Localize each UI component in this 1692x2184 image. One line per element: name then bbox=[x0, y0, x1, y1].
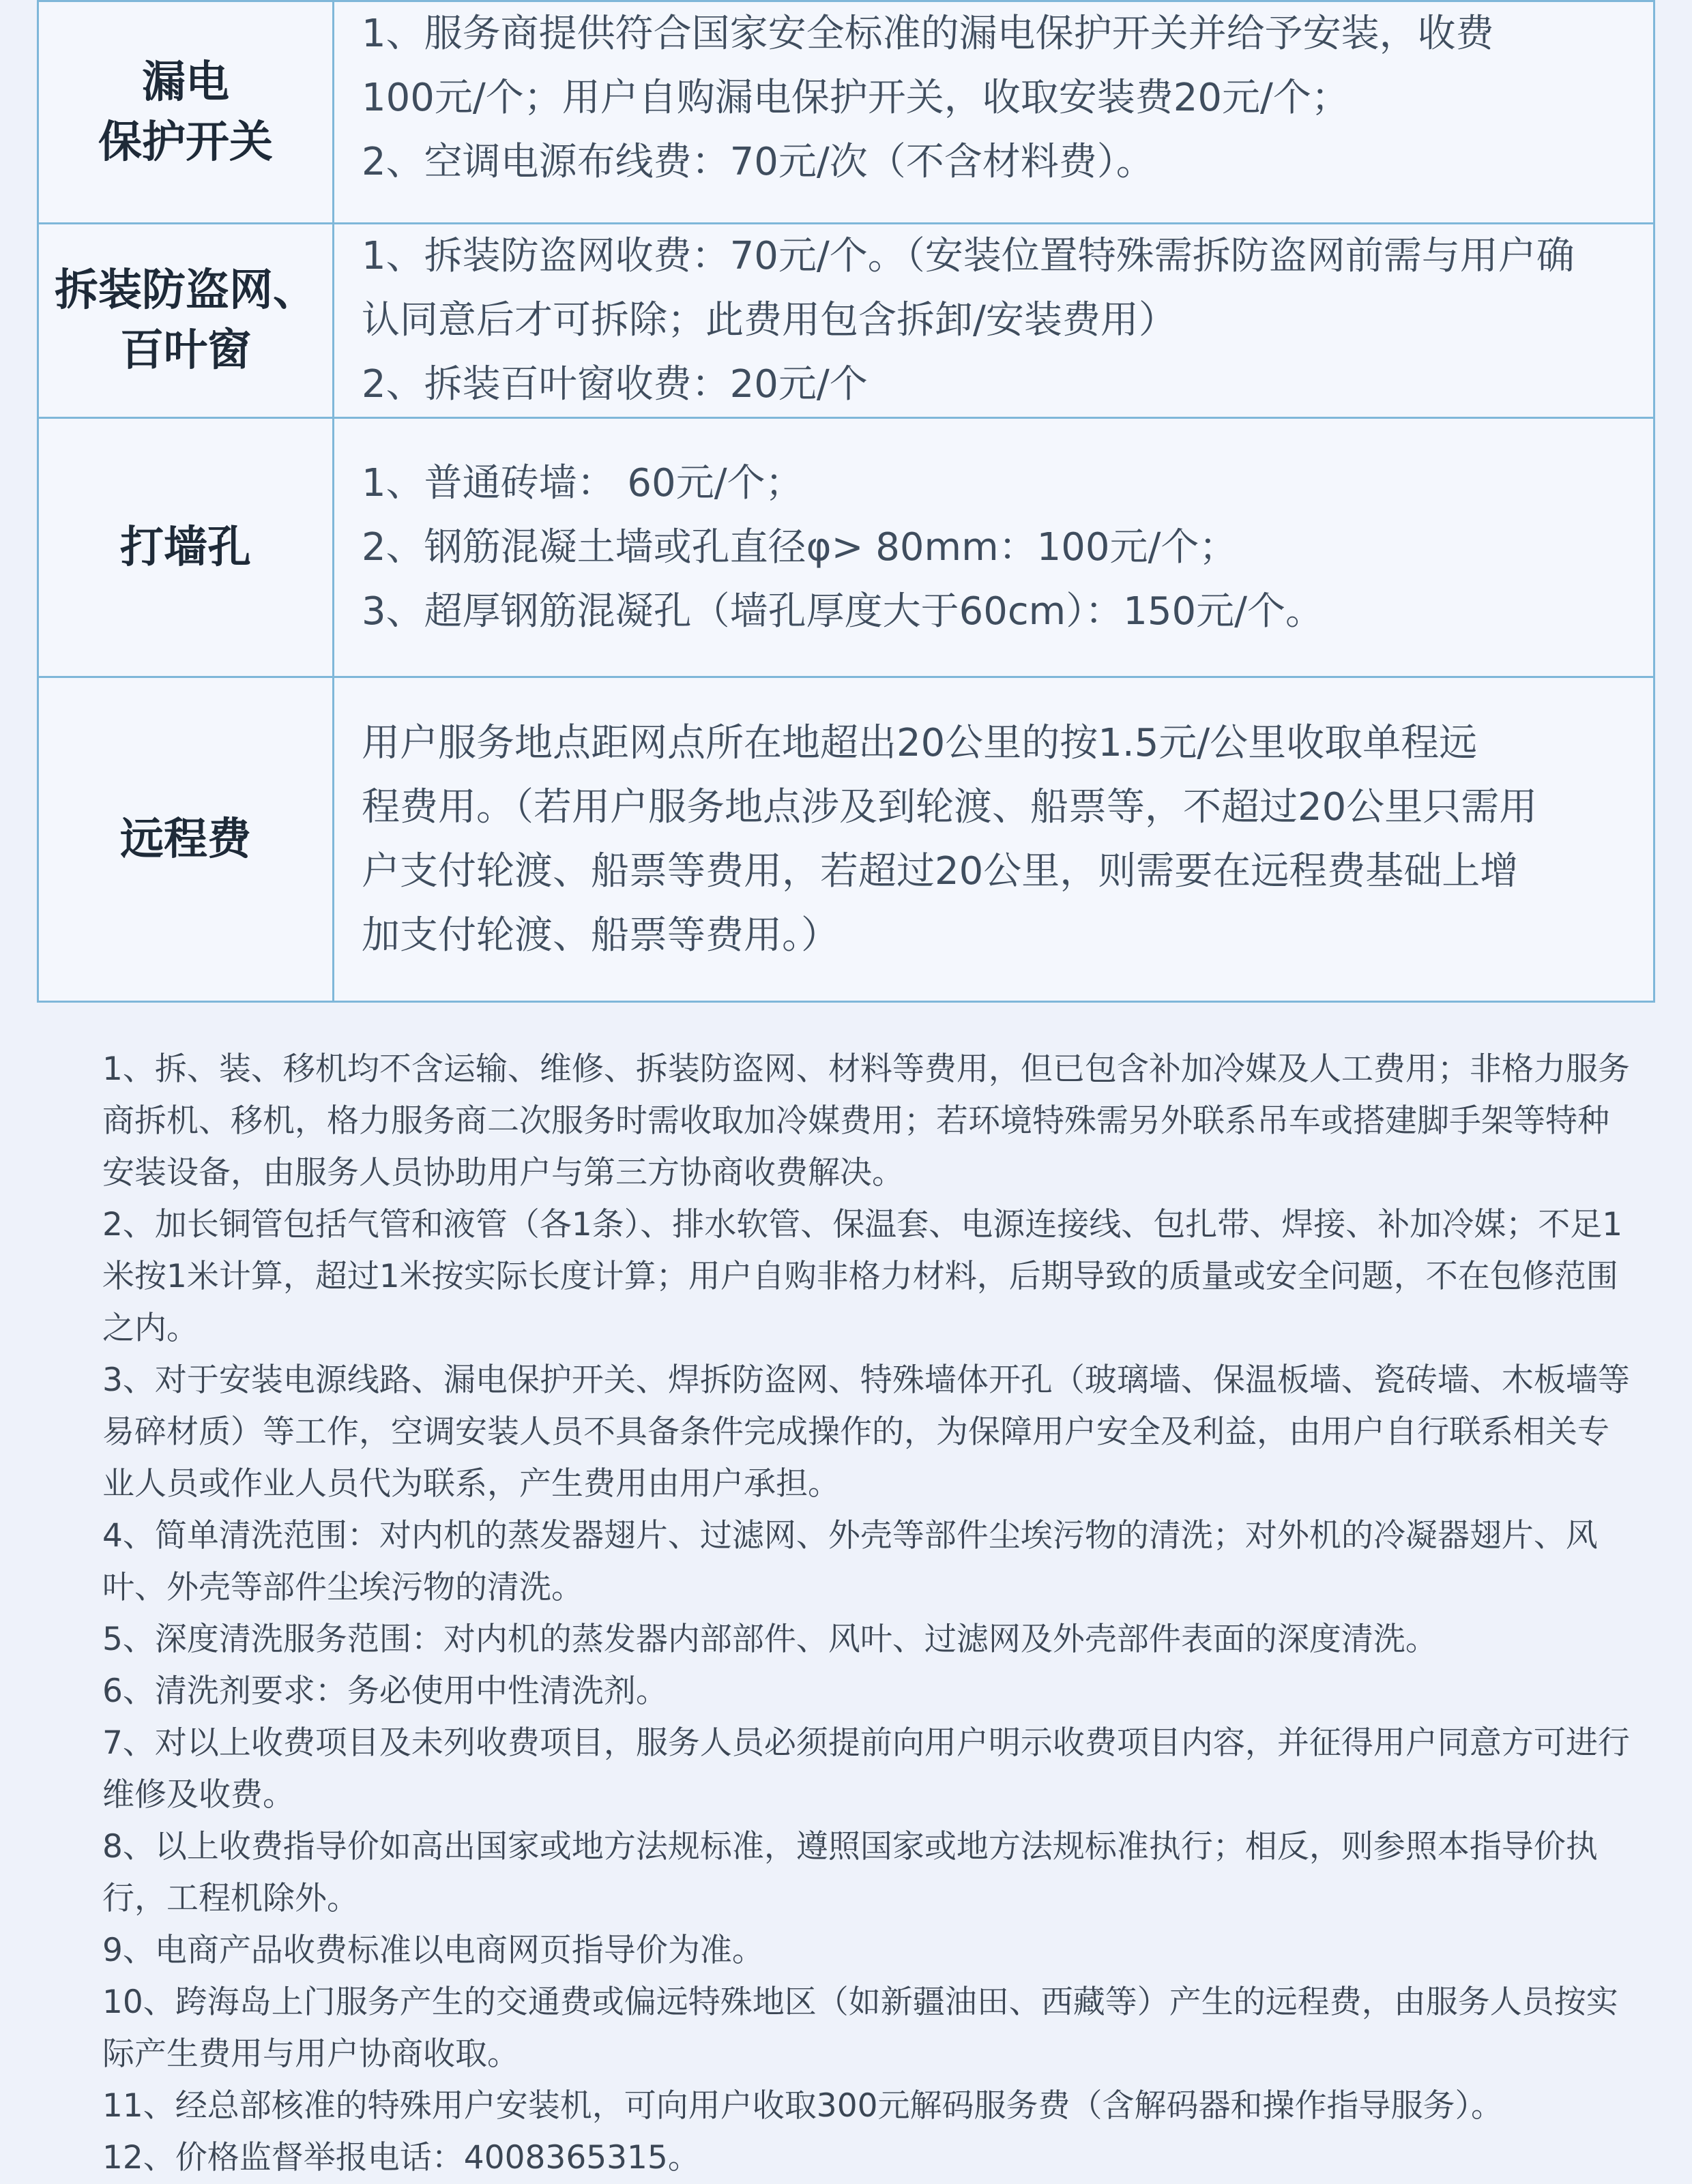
detail-line: 2、拆装百叶窗收费：20元/个 bbox=[362, 362, 868, 407]
detail-line: 1、服务商提供符合国家安全标准的漏电保护开关并给予安装，收费 bbox=[362, 12, 1494, 56]
category-cell bbox=[38, 418, 334, 677]
note-item: 5、深度清洗服务范围：对内机的蒸发器内部部件、风叶、过滤网及外壳部件表面的深度清洗。 bbox=[102, 1621, 1438, 1658]
category-cell bbox=[38, 677, 334, 1002]
category-label-line: 远程费 bbox=[120, 814, 251, 865]
detail-line: 1、拆装防盗网收费：70元/个。（安装位置特殊需拆防盗网前需与用户确 bbox=[362, 234, 1575, 278]
detail-line: 户支付轮渡、船票等费用，若超过20公里，则需要在远程费基础上增 bbox=[362, 848, 1519, 894]
note-item: 6、清洗剂要求：务必使用中性清洗剂。 bbox=[102, 1672, 668, 1710]
detail-cell bbox=[334, 418, 1654, 677]
detail-line: 1、普通砖墙： 60元/个； bbox=[362, 460, 804, 505]
note-item: 10、跨海岛上门服务产生的交通费或偏远特殊地区（如新疆油田、西藏等）产生的远程费，由服务人员按实际产生费用与用户协商收取。 bbox=[102, 1983, 1618, 2073]
fee-row-leakage-switch bbox=[38, 1, 1654, 224]
note-item: 8、以上收费指导价如高出国家或地方法规标准，遵照国家或地方法规标准执行；相反，则参照本指导价执行，工程机除外。 bbox=[102, 1828, 1598, 1917]
note-item: 4、简单清洗范围：对内机的蒸发器翅片、过滤网、外壳等部件尘埃污物的清洗；对外机的冷凝器翅片、风叶、外壳等部件尘埃污物的清洗。 bbox=[102, 1517, 1598, 1606]
detail-line: 用户服务地点距网点所在地超出20公里的按1.5元/公里收取单程远 bbox=[362, 720, 1478, 765]
category-label-line: 漏电 bbox=[142, 57, 229, 108]
note-item: 11、经总部核准的特殊用户安装机，可向用户收取300元解码服务费（含解码器和操作指导服务）。 bbox=[102, 2087, 1504, 2125]
detail-line: 认同意后才可拆除；此费用包含拆卸/安装费用） bbox=[362, 298, 1177, 342]
notes-section bbox=[102, 1044, 1637, 2184]
fee-table bbox=[37, 0, 1655, 1003]
category-label-line: 拆装防盗网、 bbox=[55, 265, 317, 316]
note-item: 12、价格监督举报电话：4008365315。 bbox=[102, 2139, 700, 2176]
detail-line: 加支付轮渡、船票等费用。） bbox=[362, 913, 839, 958]
detail-cell bbox=[334, 677, 1654, 1002]
detail-line: 2、钢筋混凝土墙或孔直径φ> 80mm：100元/个； bbox=[362, 525, 1238, 570]
category-cell bbox=[38, 224, 334, 418]
fee-row-anti-theft-net bbox=[38, 224, 1654, 418]
note-item: 1、拆、装、移机均不含运输、维修、拆装防盗网、材料等费用，但已包含补加冷媒及人工费用；非格力服务商拆机、移机，格力服务商二次服务时需收取加冷媒费用；若环境特殊需另外联系吊车或搭建脚手架等特种安装设备，由服务人员协助用户与第三方协商收费解决。 bbox=[102, 1050, 1630, 1192]
note-item: 7、对以上收费项目及未列收费项目，服务人员必须提前向用户明示收费项目内容，并征得用户同意方可进行维修及收费。 bbox=[102, 1724, 1630, 1814]
fee-row-remote-fee bbox=[38, 677, 1654, 1002]
detail-line: 100元/个；用户自购漏电保护开关，收取安装费20元/个； bbox=[362, 76, 1350, 120]
note-item: 9、电商产品收费标准以电商网页指导价为准。 bbox=[102, 1932, 764, 1969]
detail-cell bbox=[334, 224, 1654, 418]
detail-line: 3、超厚钢筋混凝孔（墙孔厚度大于60cm）：150元/个。 bbox=[362, 589, 1324, 634]
category-label-line: 百叶窗 bbox=[120, 325, 251, 376]
category-label-line: 打墙孔 bbox=[120, 522, 251, 573]
fee-row-wall-hole bbox=[38, 418, 1654, 677]
note-item: 2、加长铜管包括气管和液管（各1条）、排水软管、保温套、电源连接线、包扎带、焊接、补加冷媒；不足1米按1米计算，超过1米按实际长度计算；用户自购非格力材料，后期导致的质量或安全问题，不在包修范围之内。 bbox=[102, 1206, 1623, 1347]
detail-line: 程费用。（若用户服务地点涉及到轮渡、船票等，不超过20公里只需用 bbox=[362, 784, 1538, 829]
category-label-line: 保护开关 bbox=[98, 117, 273, 168]
detail-cell bbox=[334, 1, 1654, 224]
note-item: 3、对于安装电源线路、漏电保护开关、焊拆防盗网、特殊墙体开孔（玻璃墙、保温板墙、瓷砖墙、木板墙等易碎材质）等工作，空调安装人员不具备条件完成操作的，为保障用户安全及利益，由用户自行联系相关专业人员或作业人员代为联系，产生费用由用户承担。 bbox=[102, 1361, 1630, 1503]
detail-line: 2、空调电源布线费：70元/次（不含材料费）。 bbox=[362, 140, 1154, 184]
category-cell bbox=[38, 1, 334, 224]
